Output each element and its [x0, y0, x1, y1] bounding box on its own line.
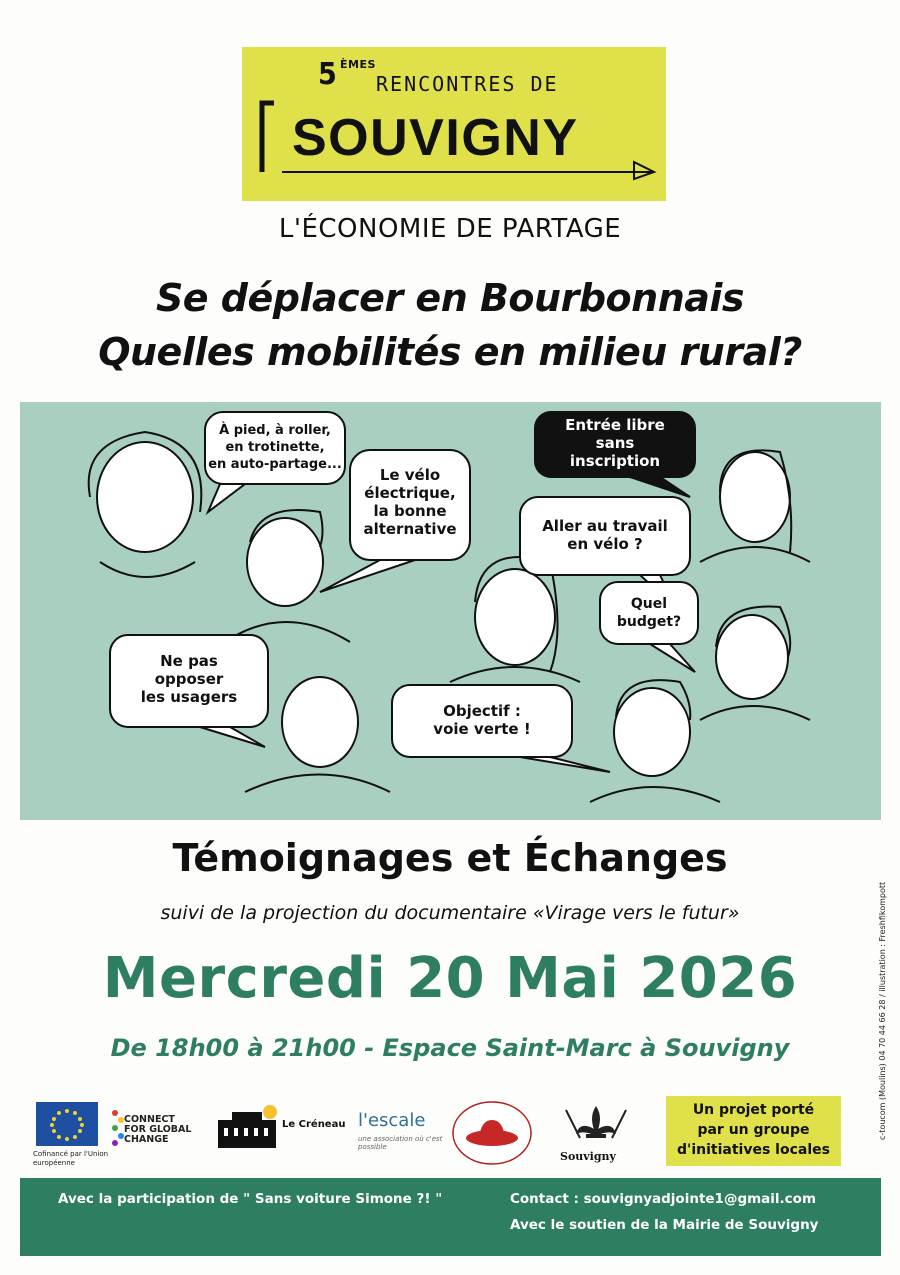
fleur-de-lis-icon	[560, 1100, 632, 1150]
footer-support: Avec le soutien de la Mairie de Souvigny	[510, 1217, 819, 1233]
creneau-logo-text: Le Créneau	[282, 1119, 346, 1130]
footer-contact: Contact : souvignyadjointe1@gmail.com	[510, 1191, 817, 1207]
rencontres-label: RENCONTRES DE	[376, 72, 559, 96]
edition-suffix: ÈMES	[340, 58, 376, 71]
credit-line: c-toucom (Moulins) 04 70 44 66 28 / illustration : Freshfikompott	[878, 881, 887, 1140]
bubble-2: Le vélo électrique, la bonne alternative	[363, 466, 457, 538]
escale-logo-subtext: une association où c'est possible	[358, 1135, 443, 1151]
headline-line-2: Quelles mobilités en milieu rural?	[98, 330, 802, 374]
souvigny-logo-text: Souvigny	[560, 1150, 616, 1163]
creneau-building-icon	[214, 1104, 280, 1152]
bubble-5: Quel budget?	[616, 596, 682, 630]
chapeau-rouge-logo	[451, 1100, 533, 1166]
escale-logo-text: l'escale	[358, 1110, 426, 1131]
bubble-7: Objectif : voie verte !	[433, 702, 531, 738]
initiative-text: Un projet porté par un groupe d'initiatives locales	[677, 1102, 830, 1158]
connect-logo-text: CONNECT FOR GLOBAL CHANGE	[124, 1114, 192, 1145]
bubble-6: Ne pas opposer les usagers	[140, 652, 238, 706]
eu-stars-icon	[36, 1102, 98, 1146]
eu-flag-logo	[36, 1102, 98, 1146]
illustration-panel	[20, 402, 881, 820]
illustration-drawing	[20, 402, 881, 820]
eu-caption: Cofinancé par l'Union européenne	[33, 1150, 109, 1167]
headline-line-1: Se déplacer en Bourbonnais	[155, 276, 745, 320]
person-face	[97, 442, 193, 552]
event-date: Mercredi 20 Mai 2026	[102, 946, 798, 1011]
event-time-place: De 18h00 à 21h00 - Espace Saint-Marc à Souvigny	[110, 1034, 790, 1062]
edition-number: 5	[318, 57, 337, 92]
event-theme: L'ÉCONOMIE DE PARTAGE	[278, 214, 622, 244]
section-subtitle: suivi de la projection du documentaire «Virage vers le futur»	[160, 902, 740, 924]
town-title: SOUVIGNY	[292, 109, 579, 167]
section-title: Témoignages et Échanges	[172, 836, 728, 880]
free-entry-badge: Entrée libre sans inscription	[565, 416, 665, 470]
bubble-4: Aller au travail en vélo ?	[542, 517, 668, 553]
bubble-1: À pied, à roller, en trotinette, en auto-partage...	[208, 423, 342, 472]
footer-participation: Avec la participation de " Sans voiture Simone ?! "	[58, 1191, 443, 1207]
